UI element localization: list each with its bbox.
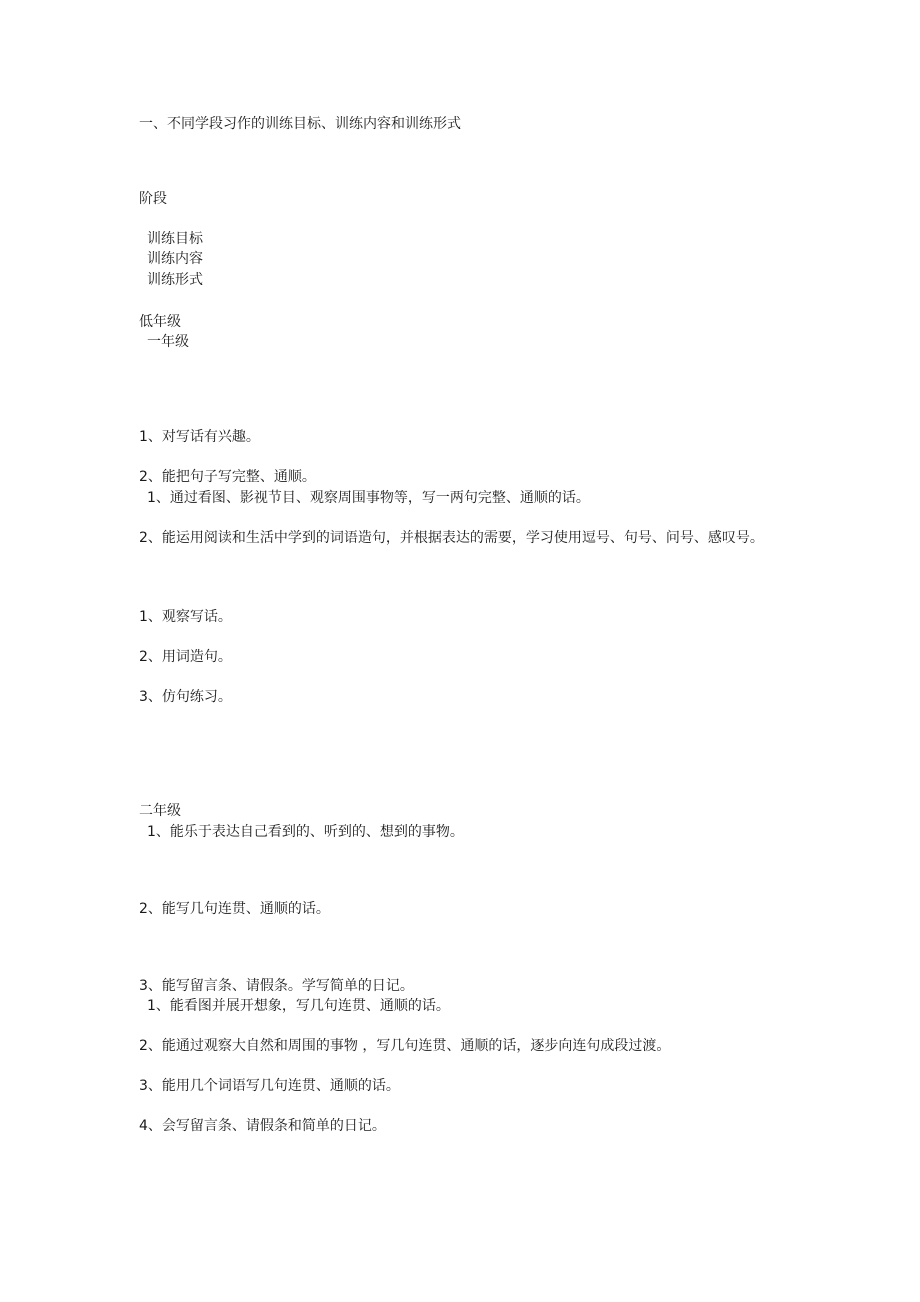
- header-form: 训练形式: [147, 272, 203, 288]
- grade1-label: 一年级: [147, 334, 189, 350]
- header-stage: 阶段: [139, 191, 167, 207]
- grade2-goal-2: 2、能写几句连贯、通顺的话。: [139, 901, 330, 917]
- grade2-content-2: 2、能通过观察大自然和周围的事物 ，写几句连贯、通顺的话，逐步向连句成段过渡。: [139, 1038, 671, 1054]
- grade1-content-2: 2、能运用阅读和生活中学到的词语造句，并根据表达的需要，学习使用逗号、句号、问号、感叹号。: [139, 530, 764, 546]
- grade2-goal-1: 1、能乐于表达自己看到的、听到的、想到的事物。: [147, 824, 464, 840]
- header-content: 训练内容: [147, 251, 203, 267]
- grade1-content-1: 1、通过看图、影视节目、观察周围事物等，写一两句完整、通顺的话。: [147, 490, 590, 506]
- grade1-form-3: 3、仿句练习。: [139, 689, 232, 705]
- header-goal: 训练目标: [147, 231, 203, 247]
- grade2-content-3: 3、能用几个词语写几句连贯、通顺的话。: [139, 1078, 400, 1094]
- grade2-content-4: 4、会写留言条、请假条和简单的日记。: [139, 1118, 386, 1134]
- document-title: 一、不同学段习作的训练目标、训练内容和训练形式: [139, 116, 461, 132]
- grade2-content-1: 1、能看图并展开想象，写几句连贯、通顺的话。: [147, 998, 450, 1014]
- grade1-form-2: 2、用词造句。: [139, 649, 232, 665]
- grade2-goal-3: 3、能写留言条、请假条。学写简单的日记。: [139, 978, 414, 994]
- grade2-label: 二年级: [139, 803, 181, 819]
- grade1-goal-1: 1、对写话有兴趣。: [139, 429, 260, 445]
- grade1-goal-2: 2、能把句子写完整、通顺。: [139, 469, 316, 485]
- grade1-form-1: 1、观察写话。: [139, 609, 232, 625]
- lower-grades-label: 低年级: [139, 314, 181, 330]
